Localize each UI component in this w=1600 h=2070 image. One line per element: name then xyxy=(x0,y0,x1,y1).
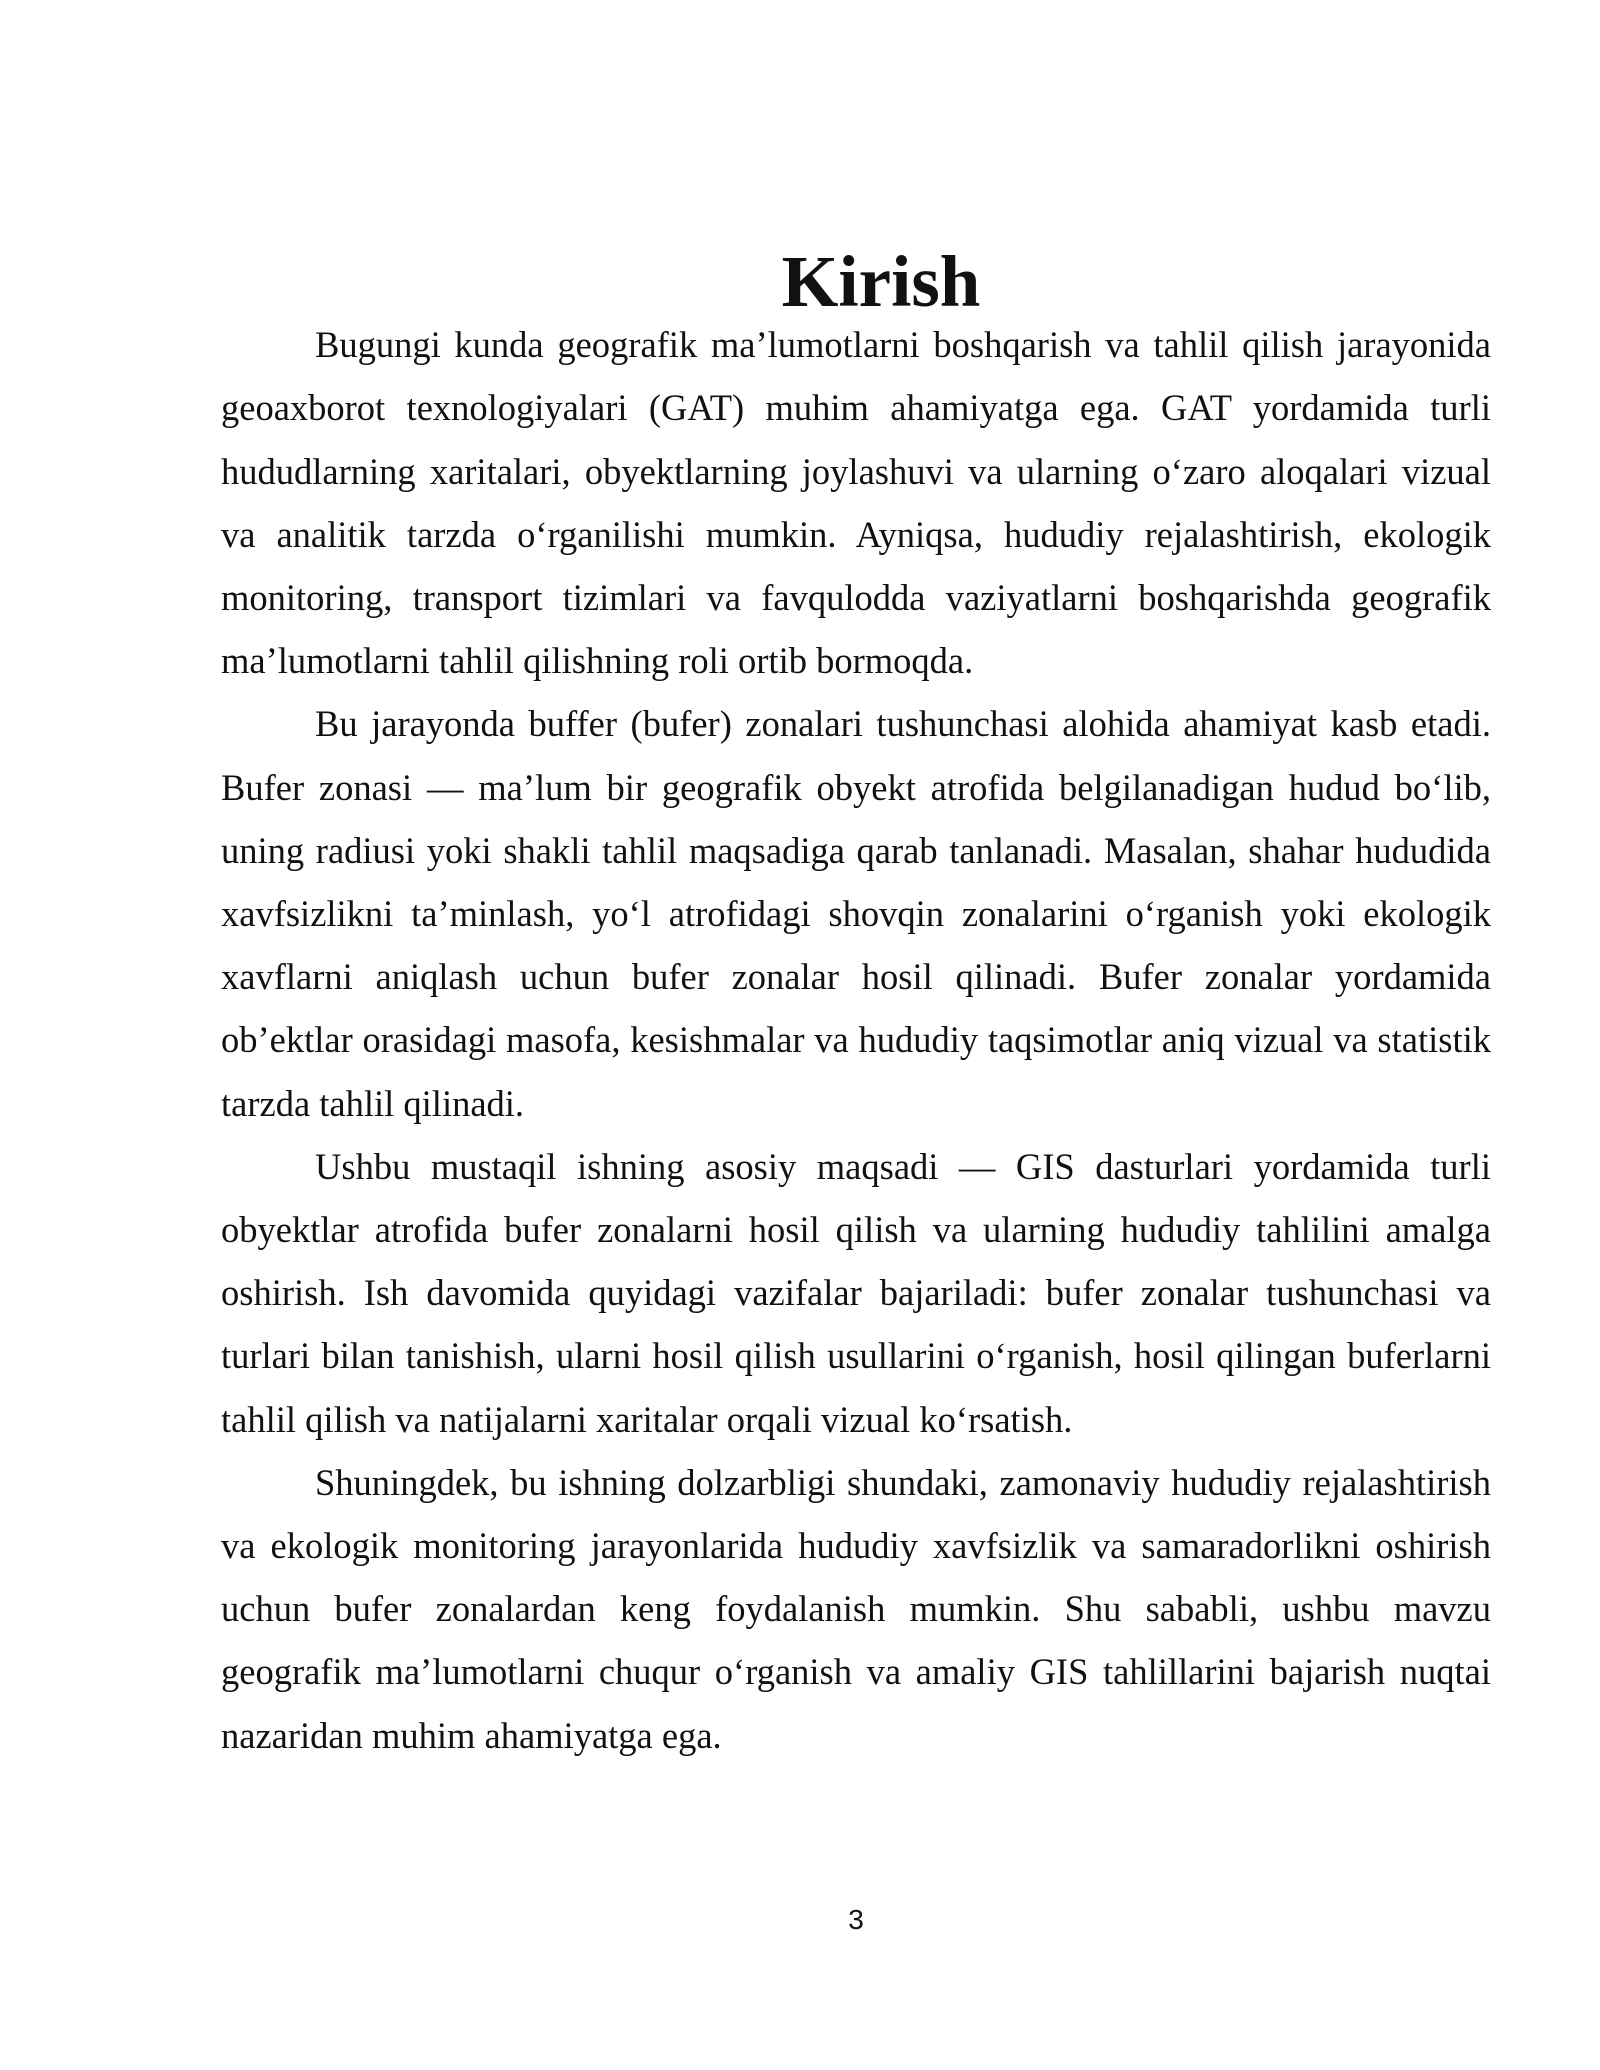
paragraph-4: Shuningdek, bu ishning dolzarbligi shundaki, zamonaviy hududiy rejalashtirish va ekologik monitoring jarayonlarida hududiy xavfsizlik va samaradorlikni oshirish uchun bufer zonalardan keng foydalanish mumkin. Shu sababli, ushbu mavzu geografik ma’lumotlarni chuqur o‘rganish va amaliy GIS tahlillarini bajarish nuqtai nazaridan muhim ahamiyatga ega. xyxy=(221,1461,1491,1756)
section-title: Kirish xyxy=(781,241,981,322)
page-number: 3 xyxy=(848,1904,864,1935)
paragraph-2: Bu jarayonda buffer (bufer) zonalari tushunchasi alohida ahamiyat kasb etadi. Bufer zonasi — ma’lum bir geografik obyekt atrofida belgilanadigan hudud bo‘lib, uning radiusi yoki shakli tahlil maqsadiga qarab tanlanadi. Masalan, shahar hududida xavfsizlikni ta’minlash, yo‘l atrofidagi shovqin zonalarini o‘rganish yoki ekologik xavflarni aniqlash uchun bufer zonalar hosil qilinadi. Bufer zonalar yordamida ob’ektlar orasidagi masofa, kesishmalar va hududiy taqsimotlar aniq vizual va statistik tarzda tahlil qilinadi. xyxy=(221,703,1491,1124)
page-content xyxy=(221,241,1491,1767)
paragraph-3: Ushbu mustaqil ishning asosiy maqsadi — GIS dasturlari yordamida turli obyektlar atrofida bufer zonalarni hosil qilish va ularning hududiy tahlilini amalga oshirish. Ish davomida quyidagi vazifalar bajariladi: bufer zonalar tushunchasi va turlari bilan tanishish, ularni hosil qilish usullarini o‘rganish, hosil qilingan buferlarni tahlil qilish va natijalarni xaritalar orqali vizual ko‘rsatish. xyxy=(221,1145,1491,1440)
paragraph-1: Bugungi kunda geografik ma’lumotlarni boshqarish va tahlil qilish jarayonida geoaxborot texnologiyalari (GAT) muhim ahamiyatga ega. GAT yordamida turli hududlarning xaritalari, obyektlarning joylashuvi va ularning o‘zaro aloqalari vizual va analitik tarzda o‘rganilishi mumkin. Ayniqsa, hududiy rejalashtirish, ekologik monitoring, transport tizimlari va favqulodda vaziyatlarni boshqarishda geografik ma’lumotlarni tahlil qilishning roli ortib bormoqda. xyxy=(221,324,1491,682)
